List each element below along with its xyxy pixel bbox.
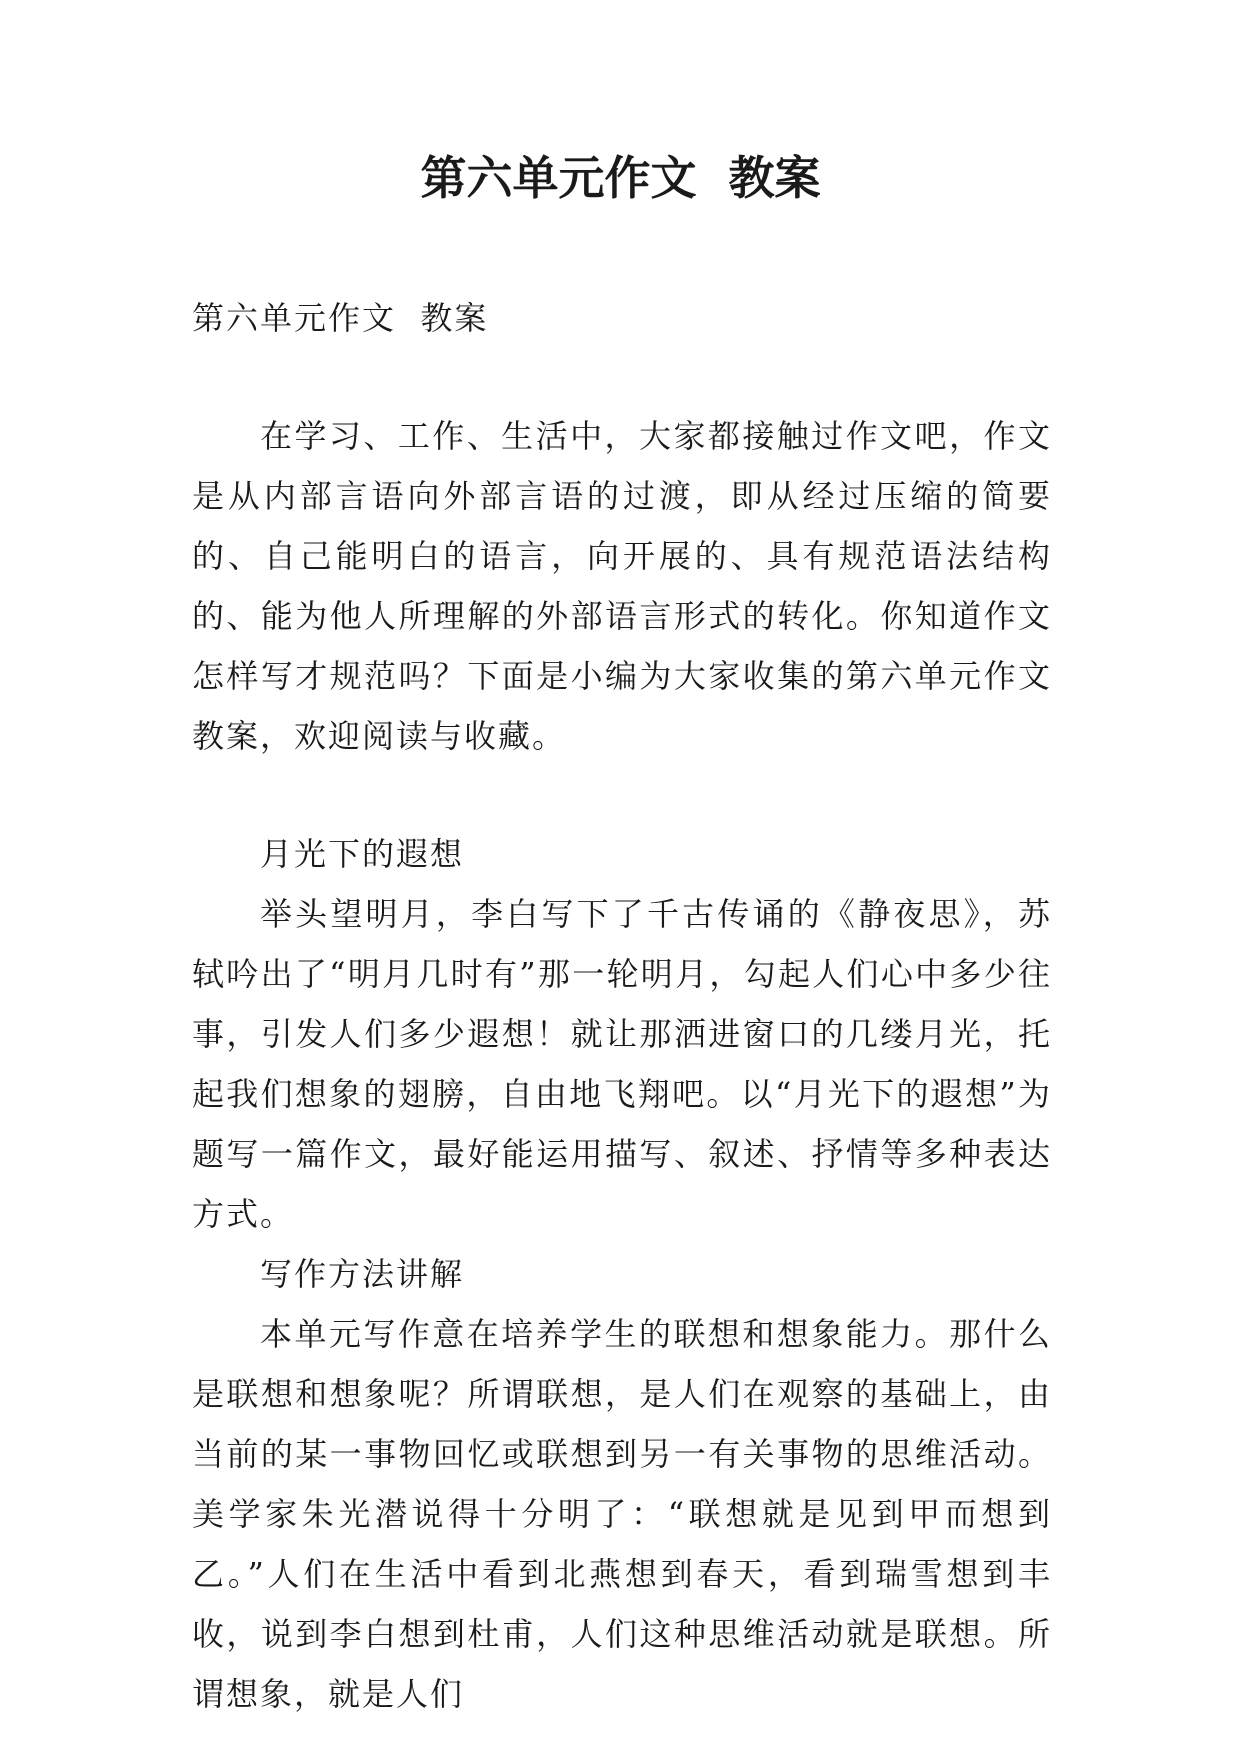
section-heading-moonlight: 月光下的遐想: [260, 835, 465, 873]
intro-paragraph: 在学习、工作、生活中，大家都接触过作文吧，作文是从内部言语向外部言语的过渡，即从经过压缩的简要的、自己能明白的语言，向开展的、具有规范语法结构的、能为他人所理解的外部语言形式的转化。你知道作文怎样写才规范吗？下面是小编为大家收集的第六单元作文 教案，欢迎阅读与收藏。: [192, 417, 1077, 755]
section-heading-method: 写作方法讲解: [260, 1255, 465, 1293]
document-title: 第六单元作文 教案: [420, 151, 821, 205]
prompt-paragraph: 举头望明月，李白写下了千古传诵的《静夜思》，苏轼吟出了“明月几时有”那一轮明月，勾起人们心中多少往事，引发人们多少遐想！就让那洒进窗口的几缕月光，托起我们想象的翅膀，自由地飞翔吧。以“月光下的遐想”为题写一篇作文，最好能运用描写、叙述、抒情等多种表达方式。: [192, 895, 1052, 1233]
method-paragraph: 本单元写作意在培养学生的联想和想象能力。那什么是联想和想象呢？所谓联想，是人们在观察的基础上，由当前的某一事物回忆或联想到另一有关事物的思维活动。美学家朱光潜说得十分明了：“联想就是见到甲而想到乙。”人们在生活中看到北燕想到春天，看到瑞雪想到丰收，说到李白想到杜甫，人们这种思维活动就是联想。所谓想象，就是人们: [192, 1315, 1052, 1713]
document-subtitle: 第六单元作文 教案: [192, 299, 489, 337]
document-body: [192, 288, 1077, 1724]
